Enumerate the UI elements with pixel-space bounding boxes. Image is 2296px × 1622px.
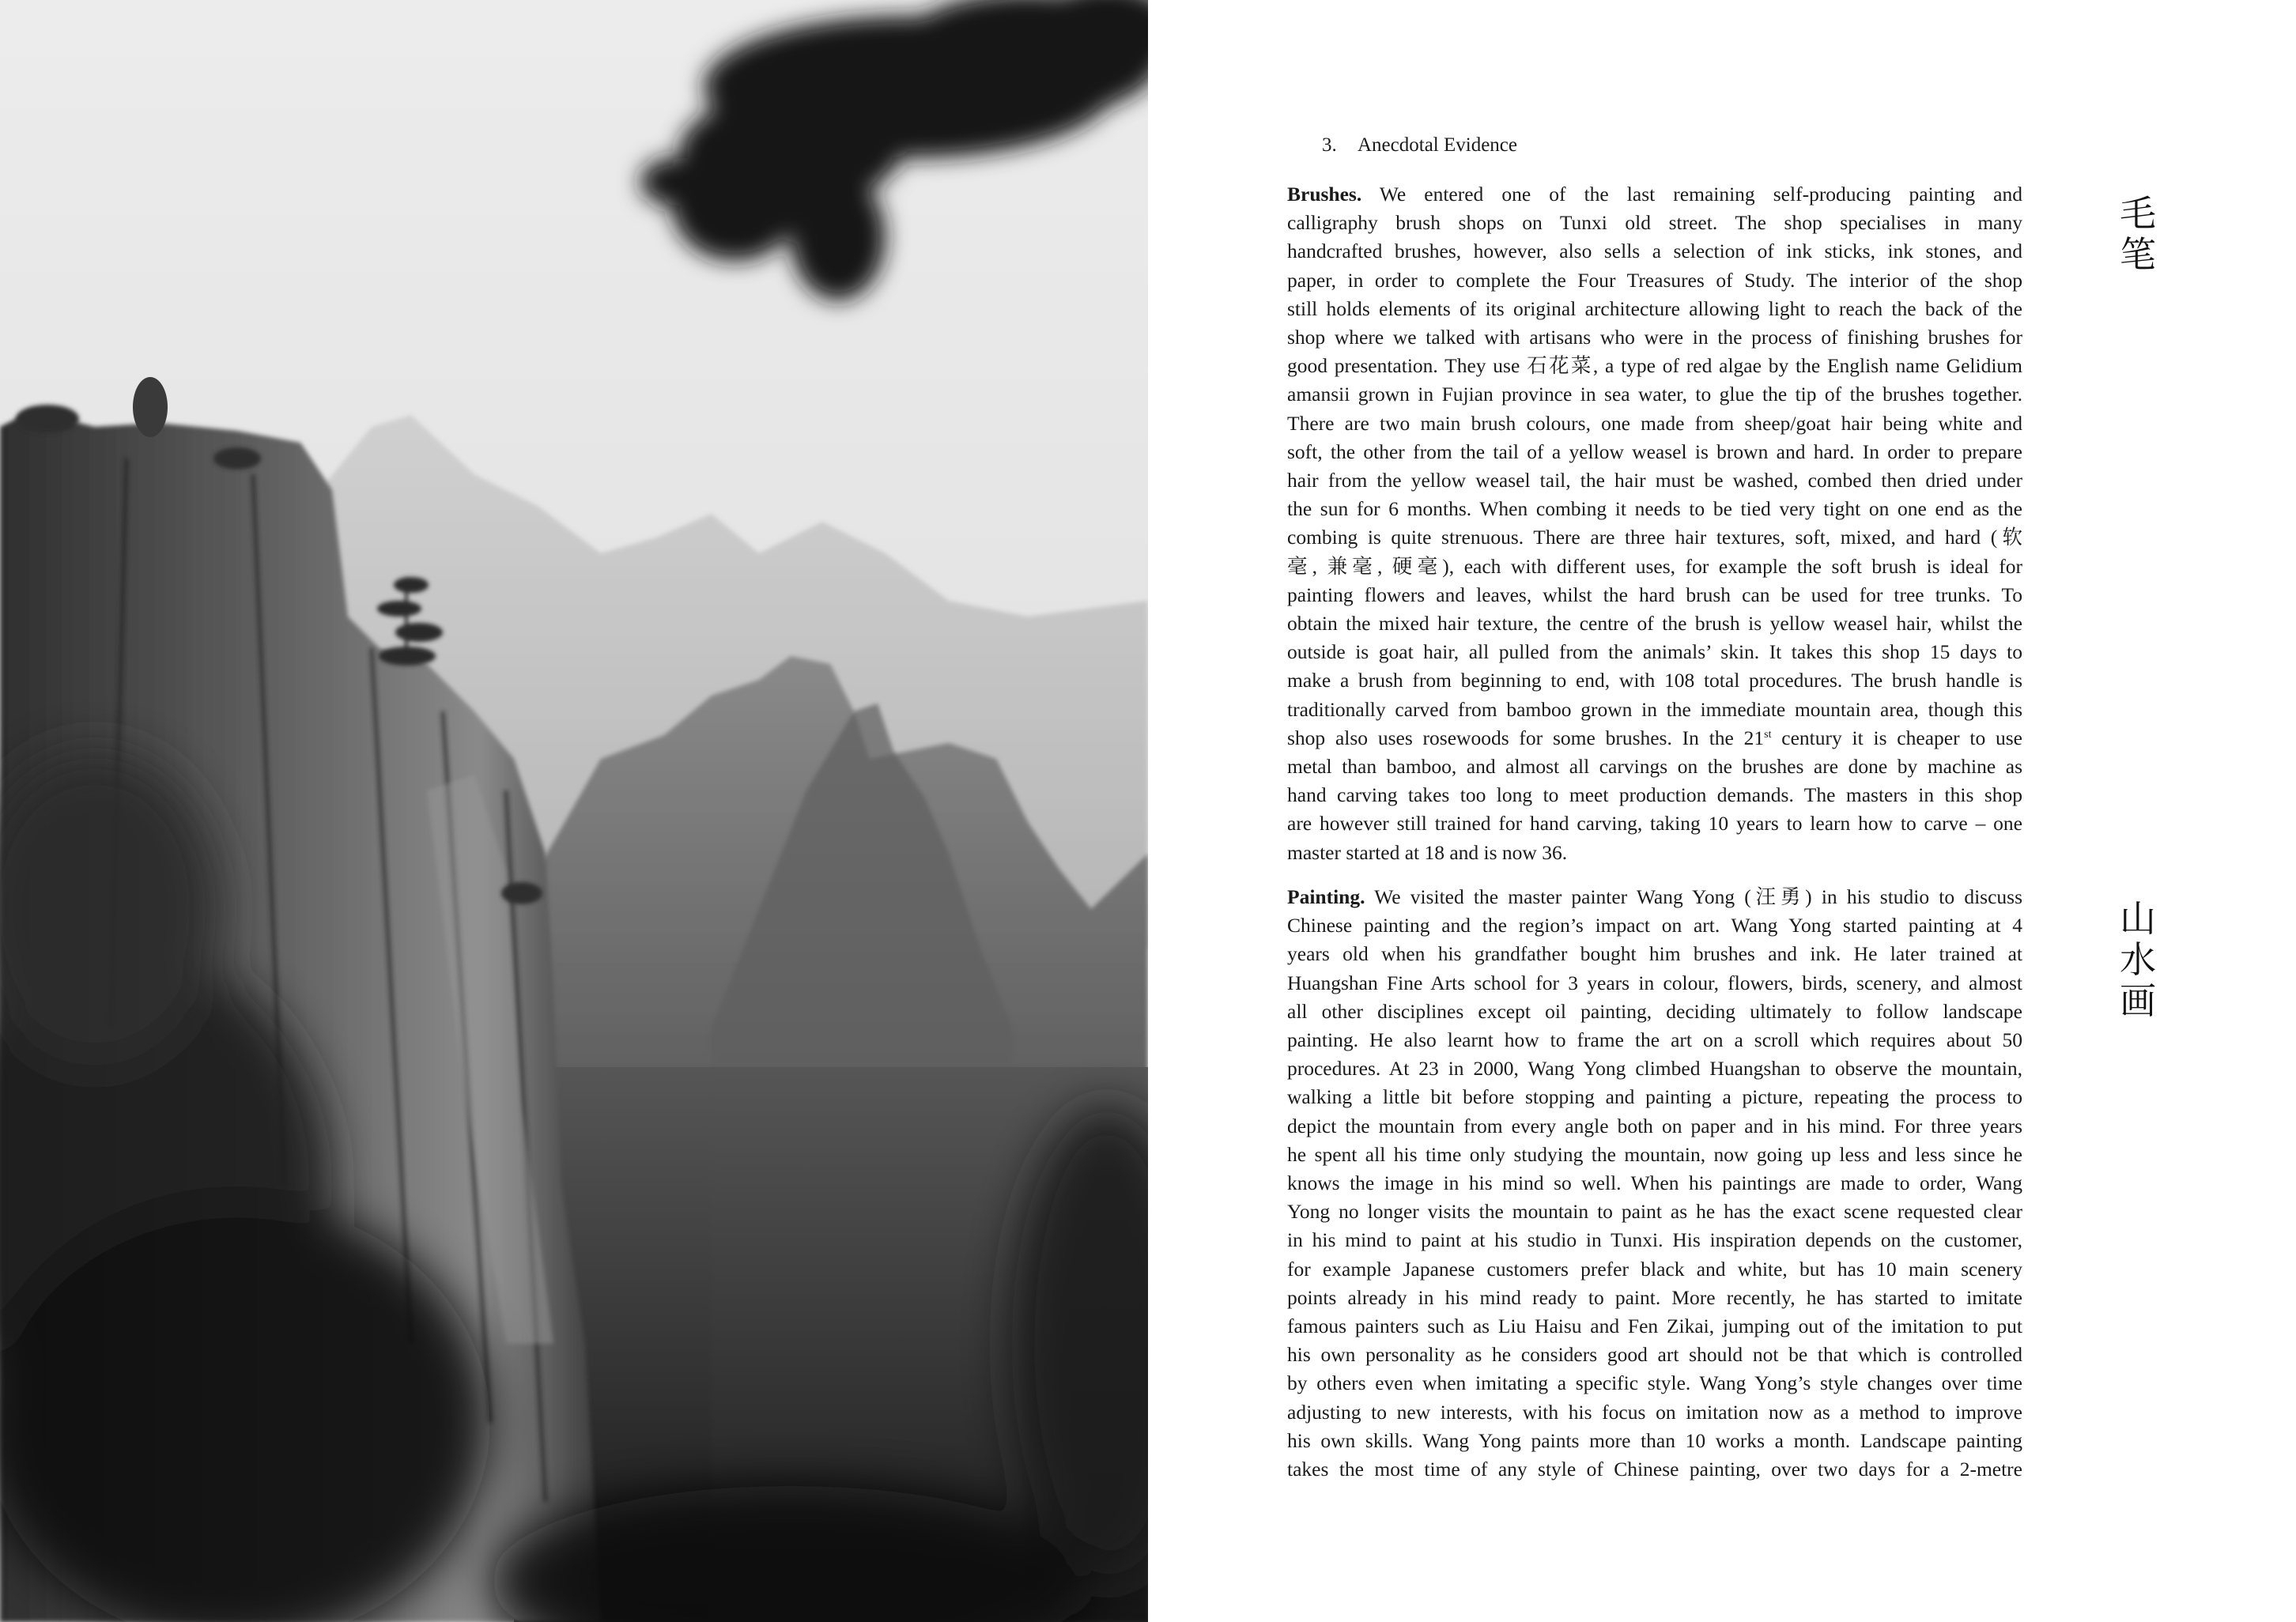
- paragraph-lead: Painting.: [1287, 885, 1365, 908]
- text-line: obtain the mixed hair texture, the centre of the brush is yellow weasel hair, whilst the: [1287, 612, 2022, 635]
- text-line: famous painters such as Liu Haisu and Fen Zikai, jumping out of the imitation to put: [1287, 1315, 2022, 1337]
- text-line: traditionally carved from bamboo grown in the immediate mountain area, though this: [1287, 697, 2022, 721]
- chinese-character: 笔: [2120, 233, 2156, 276]
- side-label-painting: [2117, 898, 2158, 1021]
- text-line: hair from the yellow weasel tail, the hair must be washed, combed then dried under: [1287, 469, 2022, 492]
- text-line: Brushes. We entered one of the last remaining self-producing painting and: [1287, 183, 2022, 206]
- text-line: make a brush from beginning to end, with 108 total procedures. The brush handle is: [1287, 669, 2022, 692]
- text-line: all other disciplines except oil painting, deciding ultimately to follow landscape: [1287, 999, 2022, 1023]
- text-line: There are two main brush colours, one made from sheep/goat hair being white and: [1287, 411, 2022, 435]
- text-line: his own personality as he considers good art should not be that which is controlled: [1287, 1343, 2022, 1367]
- text-line: depict the mountain from every angle both on paper and in his mind. For three years: [1287, 1114, 2022, 1137]
- text-line: Chinese painting and the region’s impact on art. Wang Yong started painting at 4: [1287, 914, 2022, 937]
- text-line: combing is quite strenuous. There are three hair textures, soft, mixed, and hard (软: [1287, 526, 2022, 549]
- text-line: for example Japanese customers prefer black and white, but has 10 main scenery: [1287, 1257, 2022, 1281]
- chinese-character: 画: [2120, 979, 2156, 1022]
- text-line: painting. He also learnt how to frame the art on a scroll which requires about 50: [1287, 1028, 2022, 1051]
- text-line: handcrafted brushes, however, also sells a selection of ink sticks, ink stones, and: [1287, 240, 2022, 263]
- text-line: metal than bamboo, and almost all carvings on the brushes are done by machine as: [1287, 755, 2022, 778]
- text-line: by others even when imitating a specific style. Wang Yong’s style changes over time: [1287, 1371, 2022, 1395]
- text-line: adjusting to new interests, with his focus on imitation now as a method to improve: [1287, 1400, 2022, 1424]
- text-line: points already in his mind ready to paint. More recently, he has started to imitate: [1287, 1285, 2022, 1309]
- text-line: takes the most time of any style of Chinese painting, over two days for a 2-metre: [1287, 1458, 2022, 1481]
- text-line: procedures. At 23 in 2000, Wang Yong climbed Huangshan to observe the mountain,: [1287, 1057, 2022, 1081]
- chinese-character: 毛: [2120, 192, 2156, 235]
- text-line: outside is goat hair, all pulled from the animals’ skin. It takes this shop 15 days to: [1287, 640, 2022, 664]
- section-title: Anecdotal Evidence: [1358, 134, 1517, 156]
- text-line: still holds elements of its original architecture allowing light to reach the back of the: [1287, 296, 2022, 320]
- text-line: soft, the other from the tail of a yellow weasel is brown and hard. In order to prepare: [1287, 439, 2022, 463]
- text-line: painting flowers and leaves, whilst the hard brush can be used for tree trunks. To: [1287, 583, 2022, 606]
- text-line: 毫, 兼毫, 硬毫), each with different uses, for example the soft brush is ideal for: [1287, 554, 2022, 578]
- text-line: shop also uses rosewoods for some brushes. In the 21st century it is cheaper to use: [1287, 726, 2022, 749]
- text-line: in his mind to paint at his studio in Tunxi. His inspiration depends on the customer,: [1287, 1228, 2022, 1252]
- text-line: years old when his grandfather bought him brushes and ink. He later trained at: [1287, 942, 2022, 966]
- text-page: [1148, 0, 2296, 1622]
- text-line: his own skills. Wang Yong paints more than 10 works a month. Landscape painting: [1287, 1428, 2022, 1452]
- text-line: hand carving takes too long to meet production demands. The masters in this shop: [1287, 783, 2022, 807]
- text-line: are however still trained for hand carving, taking 10 years to learn how to carve – one: [1287, 812, 2022, 836]
- chinese-character: 水: [2120, 938, 2156, 981]
- side-label-brushes: [2117, 193, 2158, 275]
- text-line: the sun for 6 months. When combing it needs to be tied very tight on one end as the: [1287, 497, 2022, 521]
- text-line: walking a little bit before stopping and painting a picture, repeating the process to: [1287, 1085, 2022, 1109]
- text-line: Painting. We visited the master painter Wang Yong (汪勇) in his studio to discuss: [1287, 885, 2022, 908]
- text-line: knows the image in his mind so well. When his paintings are made to order, Wang: [1287, 1171, 2022, 1194]
- section-number: 3.: [1322, 134, 1337, 156]
- text-line: amansii grown in Fujian province in sea water, to glue the tip of the brushes together.: [1287, 383, 2022, 406]
- text-line: he spent all his time only studying the mountain, now going up less and less since he: [1287, 1142, 2022, 1166]
- paragraph-lead: Brushes.: [1287, 183, 1362, 206]
- text-line: Huangshan Fine Arts school for 3 years in colour, flowers, birds, scenery, and almost: [1287, 971, 2022, 994]
- text-line: calligraphy brush shops on Tunxi old street. The shop specialises in many: [1287, 211, 2022, 235]
- chinese-character: 山: [2120, 897, 2156, 940]
- text-line: master started at 18 and is now 36.: [1287, 840, 1568, 864]
- text-line: paper, in order to complete the Four Treasures of Study. The interior of the shop: [1287, 268, 2022, 292]
- text-line: shop where we talked with artisans who were in the process of finishing brushes for: [1287, 326, 2022, 349]
- text-line: Yong no longer visits the mountain to paint as he has the exact scene requested clear: [1287, 1200, 2022, 1224]
- text-line: good presentation. They use 石花菜, a type of red algae by the English name Gelidium: [1287, 354, 2022, 378]
- ordinal-superscript: st: [1764, 728, 1772, 741]
